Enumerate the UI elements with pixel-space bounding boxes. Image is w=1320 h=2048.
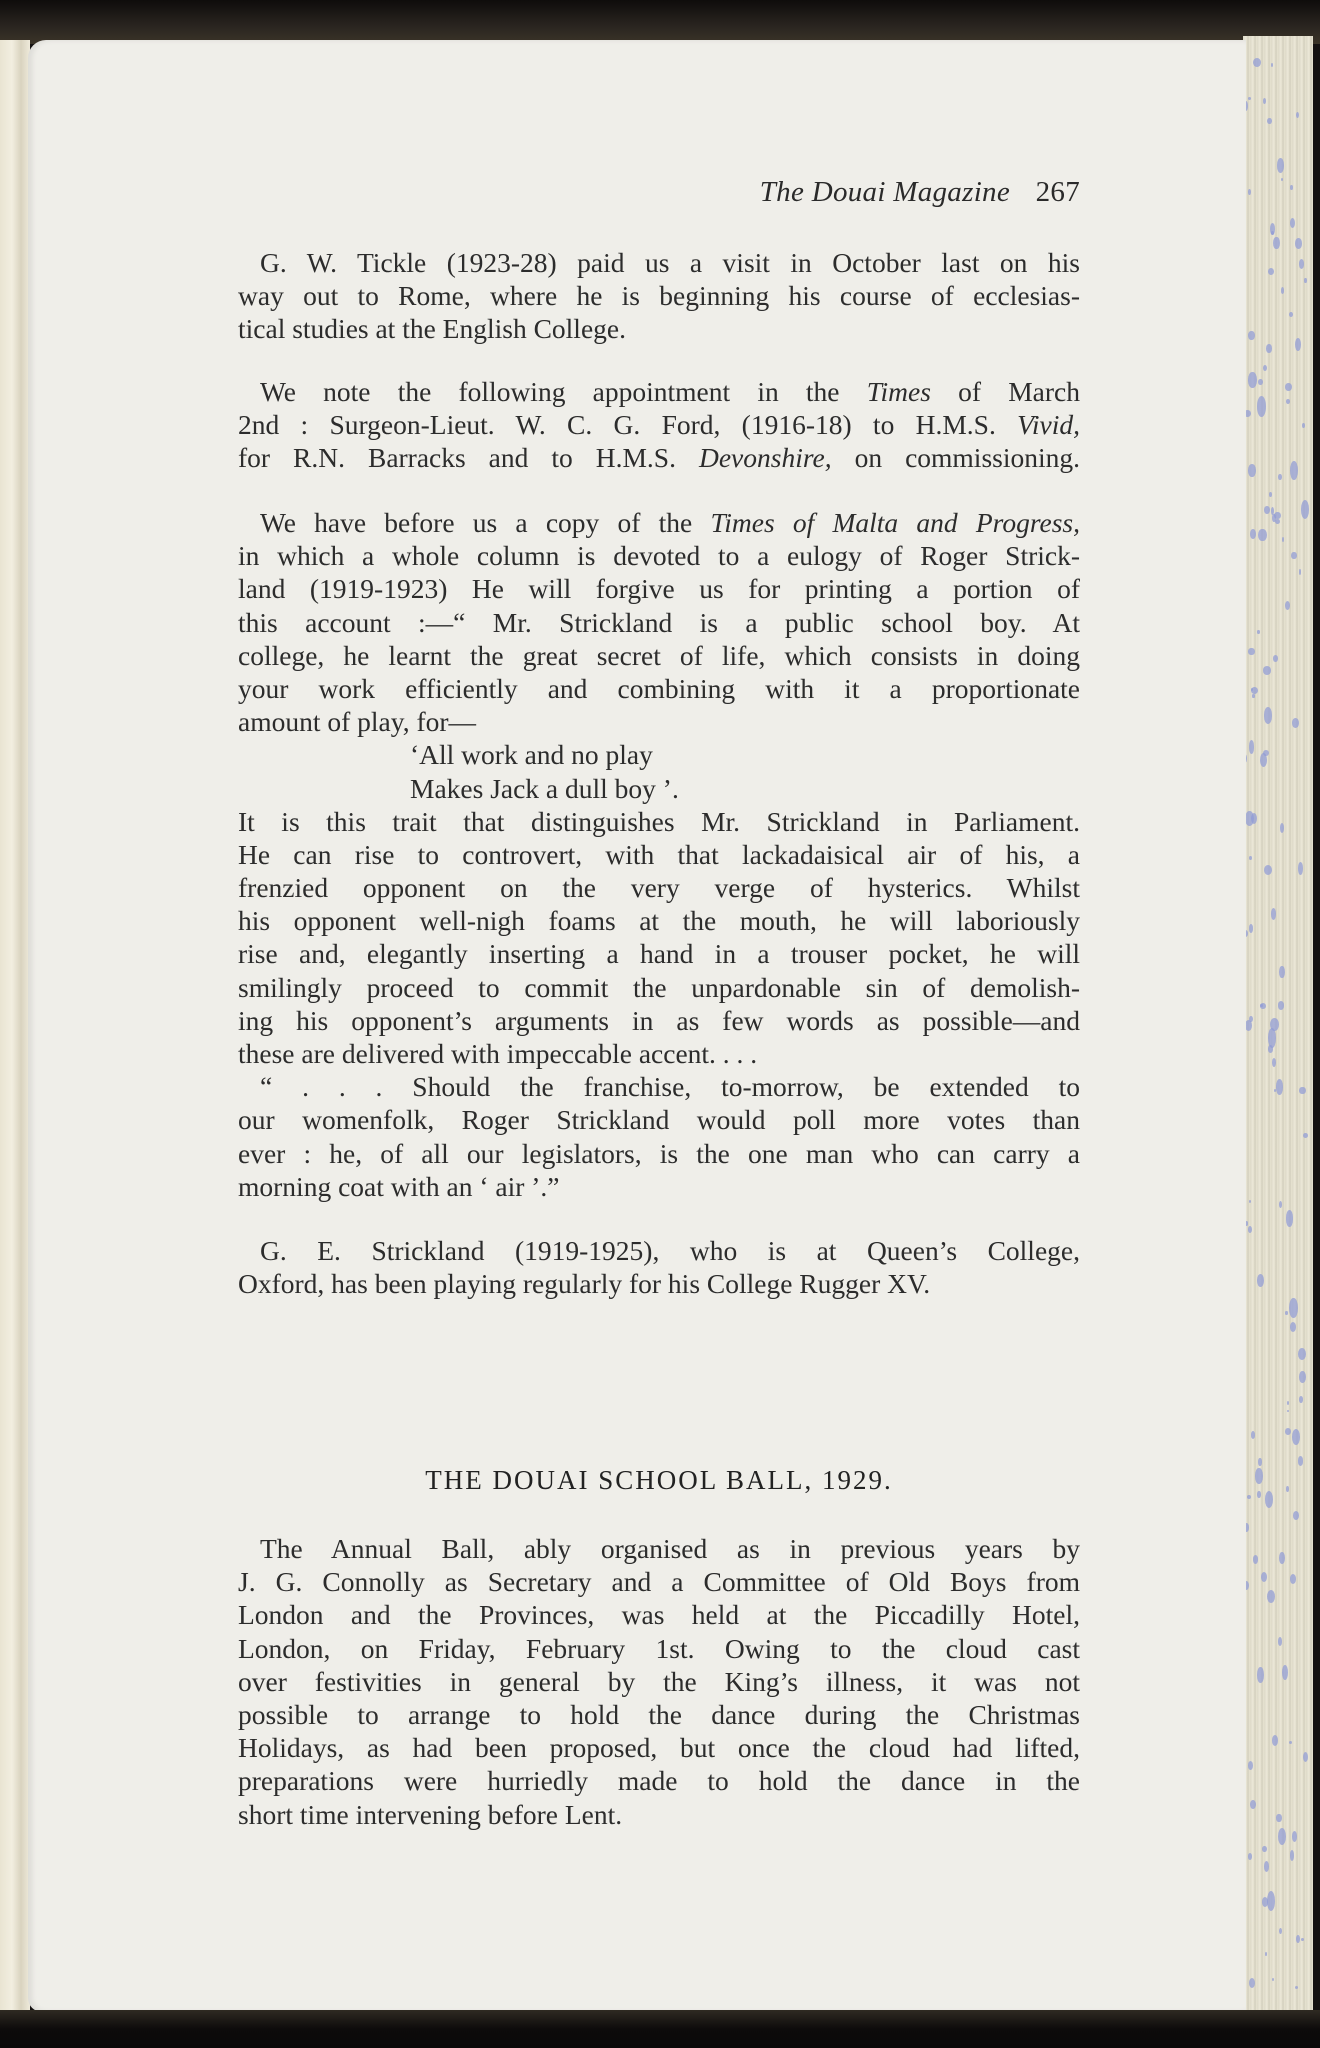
edge-speckle: [1279, 1552, 1285, 1564]
text-line: He can rise to controvert, with that lackadaisical air of his, a: [238, 838, 1080, 870]
edge-speckle: [1285, 601, 1290, 610]
edge-speckle: [1287, 1410, 1289, 1413]
edge-speckle: [1263, 666, 1272, 675]
magazine-title: The Douai Magazine: [759, 176, 1011, 208]
text-run: We note the following appointment in the: [260, 376, 867, 407]
edge-speckle: [1248, 464, 1256, 476]
edge-speckle: [1303, 1133, 1308, 1139]
text-line: G. E. Strickland (1919-1925), who is at Queen’s College,: [260, 1235, 1080, 1266]
edge-speckle: [1290, 461, 1298, 480]
edge-speckle: [1292, 1429, 1300, 1445]
text-line: London and the Provinces, was held at the Piccadilly Hotel,: [238, 1599, 1080, 1631]
edge-speckle: [1267, 118, 1272, 124]
edge-speckle: [1258, 529, 1266, 541]
text-line: over festivities in general by the King’s illness, it was not: [238, 1665, 1080, 1697]
section-heading: THE DOUAI SCHOOL BALL, 1929.: [425, 1465, 893, 1495]
edge-speckle: [1265, 1952, 1267, 1956]
edge-speckle: [1275, 519, 1280, 524]
text-line: Holidays, as had been proposed, but once the cloud had lifted,: [238, 1732, 1080, 1764]
edge-speckle: [1248, 1853, 1252, 1860]
edge-speckle: [1298, 1456, 1304, 1465]
text-run: of March: [930, 376, 1080, 407]
edge-speckle: [1248, 189, 1251, 195]
edge-speckle: [1266, 344, 1271, 353]
edge-speckle: [1250, 529, 1255, 539]
edge-speckle: [1295, 338, 1301, 351]
paragraph-ge-strickland: [238, 1234, 1080, 1300]
edge-speckle: [1301, 1938, 1304, 1941]
text-line: It is this trait that distinguishes Mr. Strickland in Parliament.: [238, 805, 1080, 837]
text-line: these are delivered with impeccable accent. . . .: [238, 1038, 758, 1069]
edge-speckle: [1252, 694, 1255, 697]
text-line: rise and, elegantly inserting a hand in a trouser pocket, he will: [238, 938, 1080, 970]
edge-speckle: [1262, 1846, 1267, 1852]
edge-speckle: [1257, 396, 1266, 417]
edge-speckle: [1268, 268, 1274, 275]
italic-ship-vivid: Vivid,: [1017, 409, 1080, 441]
edge-speckle: [1279, 1928, 1282, 1934]
edge-speckle: [1261, 1572, 1267, 1582]
edge-speckle: [1251, 687, 1258, 694]
edge-speckle: [1292, 718, 1299, 728]
edge-speckle: [1285, 1428, 1291, 1435]
text-run: 2nd : Surgeon-Lieut. W. C. G. Ford, (1916-18) to H.M.S.: [238, 409, 1018, 441]
edge-speckle: [1273, 655, 1278, 661]
verse-line: Makes Jack a dull boy ’.: [410, 772, 679, 804]
edge-speckle: [1249, 856, 1252, 860]
edge-speckle: [1302, 423, 1305, 428]
edge-speckle: [1278, 474, 1282, 481]
edge-speckle: [1257, 630, 1259, 634]
text-line: this account :—“ Mr. Strickland is a public school boy. At: [238, 606, 1080, 638]
running-header: [760, 176, 1080, 209]
text-line: smilingly proceed to commit the unpardonable sin of demolish-: [238, 971, 1080, 1003]
verse-line: ‘All work and no play: [410, 739, 653, 771]
edge-speckle: [1272, 1978, 1274, 1982]
text-line: [238, 375, 1080, 408]
edge-speckle: [1289, 1298, 1297, 1317]
edge-speckle: [1264, 1861, 1269, 1872]
page-edges-speckled: [1243, 36, 1313, 2016]
paragraph-school-ball: [238, 1532, 1080, 1831]
edge-speckle: [1298, 1348, 1307, 1361]
edge-speckle: [1253, 58, 1261, 67]
text-line: college, he learnt the great secret of life, which consists in doing: [238, 639, 1080, 671]
edge-speckle: [1282, 537, 1284, 542]
text-line: ever : he, of all our legislators, is the one man who can carry a: [238, 1137, 1080, 1169]
edge-speckle: [1249, 924, 1253, 933]
edge-speckle: [1257, 1667, 1264, 1682]
edge-speckle: [1269, 492, 1272, 497]
text-line: frenzied opponent on the very verge of hysterics. Whilst: [238, 872, 1080, 904]
edge-speckle: [1258, 379, 1263, 385]
edge-speckle: [1278, 1828, 1286, 1845]
edge-speckle: [1249, 1978, 1255, 1988]
edge-speckle: [1253, 1555, 1259, 1564]
edge-speckle: [1278, 1637, 1282, 1646]
text-run: for R.N. Barracks and to H.M.S.: [238, 442, 699, 474]
edge-speckle: [1282, 1665, 1288, 1679]
edge-speckle: [1296, 112, 1299, 118]
edge-speckle: [1291, 552, 1296, 559]
edge-speckle: [1251, 813, 1257, 824]
paragraph-ford: [238, 375, 1080, 475]
edge-speckle: [1248, 648, 1254, 655]
text-line: ing his opponent’s arguments in as few words as possible—and: [238, 1004, 1080, 1036]
edge-speckle: [1260, 753, 1267, 767]
edge-speckle: [1249, 1200, 1251, 1203]
edge-speckle: [1248, 1226, 1252, 1234]
edge-speckle: [1299, 1396, 1303, 1402]
text-line: land (1919-1923) He will forgive us for printing a portion of: [238, 573, 1080, 605]
paragraph-roger-strickland: [238, 506, 1080, 1203]
edge-speckle: [1290, 218, 1295, 228]
edge-speckle: [1257, 1491, 1260, 1498]
edge-speckle: [1285, 1311, 1287, 1315]
italic-ship-devonshire: Devonshire,: [698, 442, 832, 474]
edge-speckle: [1299, 569, 1302, 575]
edge-speckle: [1278, 1001, 1285, 1009]
edge-speckle: [1281, 287, 1285, 294]
edge-speckle: [1303, 1752, 1308, 1762]
edge-speckle: [1299, 1371, 1306, 1383]
edge-speckle: [1277, 158, 1285, 173]
edge-speckle: [1286, 1210, 1294, 1227]
book-cover-top: [0, 0, 1320, 44]
text-line: his opponent well-nigh foams at the mouth, he will laboriously: [238, 905, 1080, 937]
edge-speckle: [1290, 1322, 1296, 1332]
edge-speckle: [1276, 1079, 1284, 1095]
edge-speckle: [1286, 399, 1290, 404]
edge-speckle: [1265, 1491, 1273, 1508]
edge-speckle: [1255, 1468, 1262, 1483]
left-page-stack: [0, 40, 30, 2015]
text-line: preparations were hurriedly made to hold the dance in the: [238, 1765, 1080, 1797]
edge-speckle: [1298, 862, 1303, 875]
edge-speckle: [1281, 178, 1283, 181]
edge-speckle: [1247, 1495, 1251, 1499]
edge-speckle: [1289, 312, 1293, 317]
edge-speckle: [1292, 1831, 1297, 1842]
paragraph-tickle: [238, 246, 1080, 346]
text-line: our womenfolk, Roger Strickland would poll more votes than: [238, 1104, 1080, 1136]
edge-speckle: [1273, 237, 1279, 249]
text-line: The Annual Ball, ably organised as in previous years by: [260, 1533, 1080, 1564]
text-run: We have before us a copy of the: [260, 507, 711, 538]
edge-speckle: [1250, 1800, 1256, 1809]
edge-speckle: [1290, 1574, 1297, 1584]
edge-speckle: [1299, 1087, 1305, 1095]
text-line: in which a whole column is devoted to a eulogy of Roger Strick-: [238, 540, 1080, 572]
edge-speckle: [1248, 97, 1251, 100]
edge-speckle: [1270, 223, 1275, 235]
edge-speckle: [1272, 1735, 1278, 1745]
edge-speckle: [1276, 1814, 1281, 1822]
edge-speckle: [1293, 1511, 1299, 1520]
italic-title-times: Times: [866, 376, 931, 407]
edge-speckle: [1279, 1201, 1282, 1208]
edge-speckle: [1251, 1431, 1255, 1438]
edge-speckle: [1257, 1274, 1264, 1286]
text-line: amount of play, for—: [238, 706, 477, 738]
edge-speckle: [1271, 63, 1273, 66]
edge-speckle: [1248, 1761, 1253, 1770]
edge-speckle: [1249, 1016, 1253, 1022]
text-line: your work efficiently and combining with it a proportionate: [238, 672, 1080, 704]
text-line: way out to Rome, where he is beginning his course of ecclesias-: [238, 280, 1080, 312]
text-line: [238, 441, 1080, 474]
italic-title-times-of-malta: Times of Malta and Progress,: [710, 507, 1080, 538]
edge-speckle: [1290, 1850, 1295, 1861]
book-cover-bottom: [0, 2010, 1320, 2048]
edge-speckle: [1279, 966, 1284, 978]
text-line: J. G. Connolly as Secretary and a Committee of Old Boys from: [238, 1566, 1080, 1598]
edge-speckle: [1248, 331, 1254, 341]
text-line: [238, 506, 1080, 539]
text-line: short time intervening before Lent.: [238, 1798, 623, 1830]
edge-speckle: [1267, 1590, 1275, 1603]
edge-speckle: [1285, 383, 1292, 391]
edge-speckle: [1272, 1058, 1276, 1067]
edge-speckle: [1248, 372, 1256, 387]
edge-speckle: [1264, 506, 1270, 514]
text-line: tical studies at the English College.: [238, 313, 626, 345]
edge-speckle: [1289, 1741, 1292, 1744]
edge-speckle: [1295, 1986, 1298, 1989]
text-line: [238, 408, 1080, 441]
edge-speckle: [1299, 259, 1304, 269]
edge-speckle: [1271, 908, 1276, 919]
edge-speckle: [1268, 1028, 1276, 1047]
page-number: 267: [1035, 176, 1080, 208]
text-line: morning coat with an ‘ air ’.”: [238, 1170, 560, 1202]
text-run: on commissioning.: [831, 442, 1080, 474]
edge-speckle: [1264, 865, 1272, 875]
edge-speckle: [1262, 1897, 1268, 1907]
text-line: Oxford, has been playing regularly for his College Rugger XV.: [238, 1268, 931, 1300]
edge-speckle: [1290, 185, 1293, 190]
text-line: London, on Friday, February 1st. Owing to the cloud cast: [238, 1632, 1080, 1664]
edge-speckle: [1263, 98, 1266, 104]
edge-speckle: [1264, 707, 1273, 724]
text-line: G. W. Tickle (1923-28) paid us a visit in October last on his: [260, 247, 1080, 278]
edge-speckle: [1304, 278, 1306, 283]
edge-speckle: [1286, 1486, 1290, 1492]
edge-speckle: [1263, 365, 1267, 371]
edge-speckle: [1249, 740, 1255, 754]
edge-speckle: [1280, 823, 1284, 833]
edge-speckle: [1258, 1458, 1262, 1467]
edge-speckle: [1295, 238, 1301, 248]
edge-speckle: [1287, 1401, 1289, 1405]
text-line: “ . . . Should the franchise, to-morrow, be extended to: [260, 1071, 1080, 1103]
edge-speckle: [1301, 500, 1310, 519]
text-line: possible to arrange to hold the dance during the Christmas: [238, 1698, 1080, 1730]
edge-speckle: [1296, 1935, 1300, 1943]
